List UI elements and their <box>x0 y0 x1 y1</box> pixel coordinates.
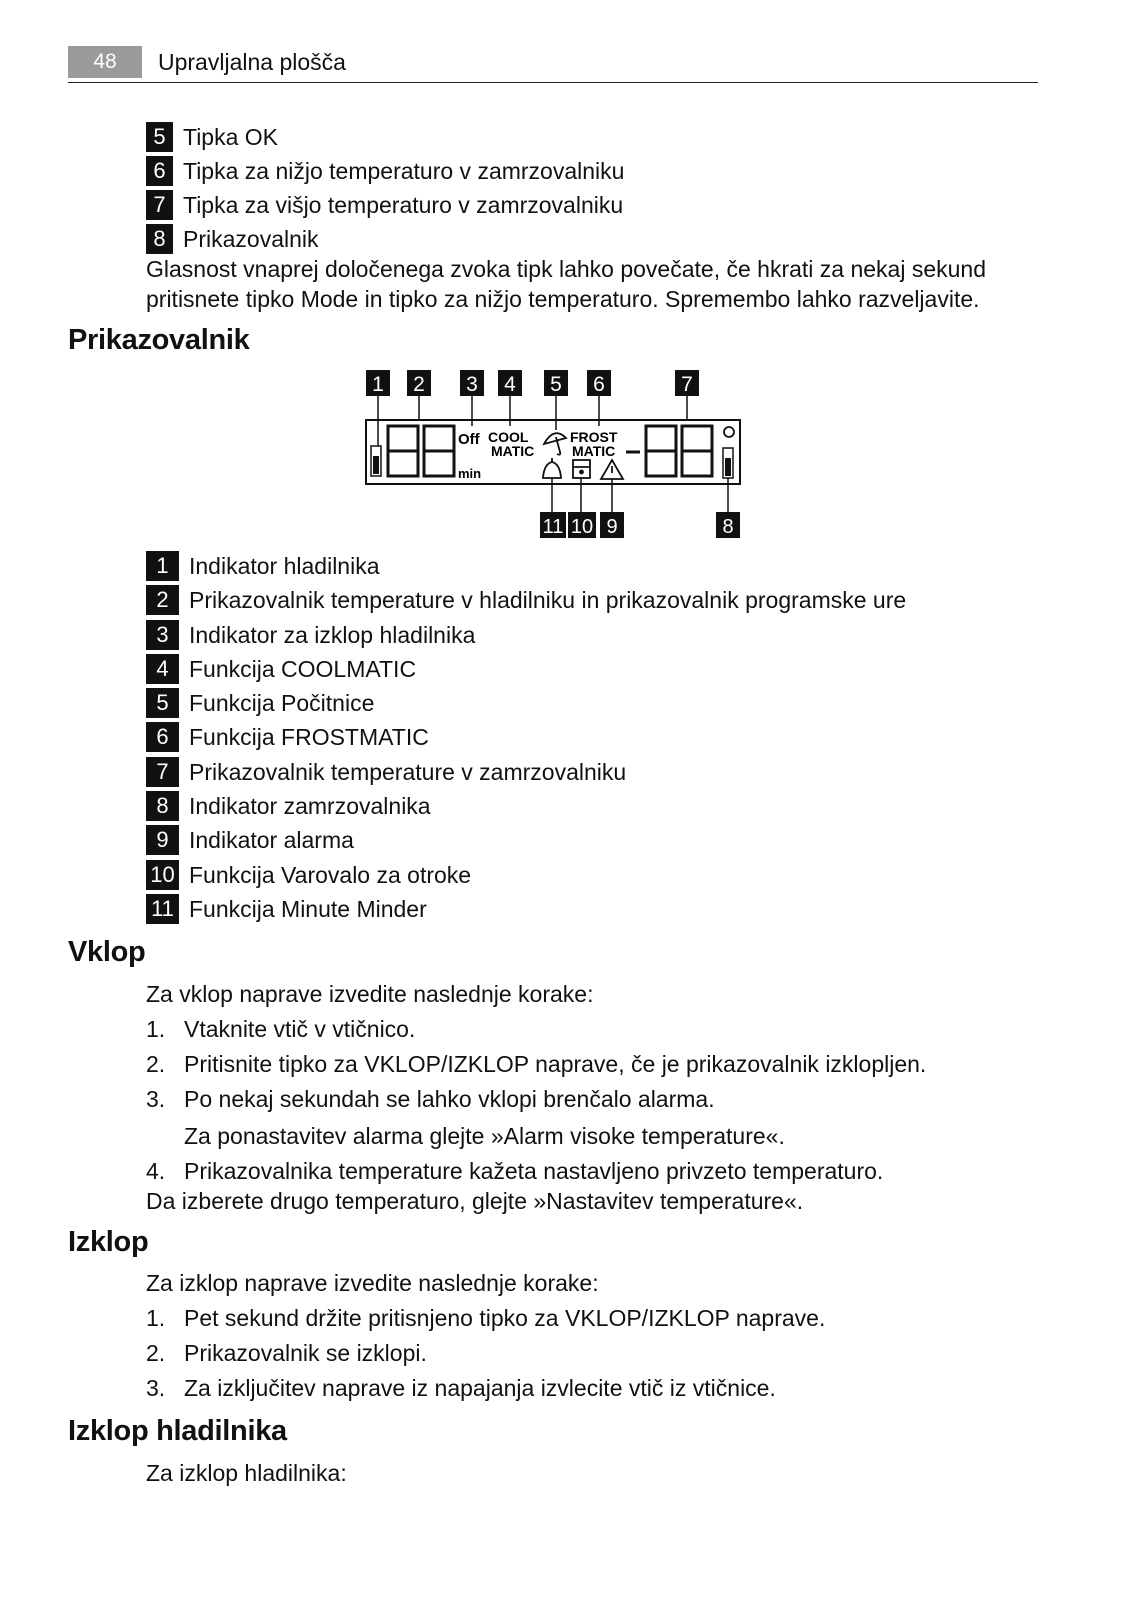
item-text: Tipka OK <box>183 124 279 150</box>
svg-text:3: 3 <box>466 373 478 396</box>
callout-7 <box>675 370 699 396</box>
frostmatic-label-1: FROST <box>570 429 618 445</box>
svg-text:2: 2 <box>413 373 425 396</box>
list-item <box>146 1303 1046 1338</box>
izklop-hladilnika-section <box>146 1458 1046 1493</box>
freezer-indicator-icon <box>723 448 733 478</box>
list-item <box>146 1049 1046 1084</box>
min-label: min <box>458 466 482 481</box>
legend-number-badge: 1 <box>146 551 179 581</box>
legend-text: Funkcija FROSTMATIC <box>189 724 429 751</box>
legend-item <box>146 688 1026 722</box>
item-number-badge: 8 <box>146 224 173 254</box>
section-title-vklop: Vklop <box>68 936 146 968</box>
list-item <box>146 156 1026 190</box>
legend-item <box>146 894 1026 928</box>
section-title-izklop-hladilnika: Izklop hladilnika <box>68 1415 287 1447</box>
warning-icon <box>601 460 623 479</box>
step-text: Prikazovalnika temperature kažeta nastavljeno privzeto temperaturo. <box>184 1158 884 1184</box>
legend-item <box>146 654 1026 688</box>
callout-11 <box>540 512 566 538</box>
degree-icon <box>724 427 734 437</box>
legend-item <box>146 860 1026 894</box>
list-item <box>146 1373 1046 1408</box>
legend-number-badge: 6 <box>146 722 179 752</box>
child-lock-icon <box>573 460 590 478</box>
item-number-badge: 6 <box>146 156 173 186</box>
item-number-badge: 5 <box>146 122 173 152</box>
coolmatic-label-1: COOL <box>488 429 529 445</box>
svg-text:4: 4 <box>504 373 516 396</box>
item-text: Tipka za višjo temperaturo v zamrzovalniku <box>183 192 624 218</box>
legend-number-badge: 4 <box>146 654 179 684</box>
callout-6 <box>587 370 611 396</box>
list-item <box>146 190 1026 224</box>
coolmatic-label-2: MATIC <box>491 443 535 459</box>
legend-number-badge: 11 <box>146 894 179 924</box>
display-diagram-svg <box>360 368 750 540</box>
legend-item <box>146 722 1026 756</box>
svg-text:1: 1 <box>372 373 384 396</box>
step-number: 3. <box>146 1375 166 1401</box>
callout-10 <box>568 512 596 538</box>
list-item <box>146 224 1026 258</box>
legend-item <box>146 585 1026 619</box>
legend-text: Funkcija COOLMATIC <box>189 655 417 682</box>
vklop-intro: Za vklop naprave izvedite naslednje korake: <box>146 981 594 1007</box>
page-header <box>68 46 1038 83</box>
step-text: Po nekaj sekundah se lahko vklopi brenčalo alarma. <box>184 1086 715 1112</box>
legend-number-badge: 8 <box>146 791 179 821</box>
svg-text:9: 9 <box>606 516 618 538</box>
svg-text:5: 5 <box>550 373 562 396</box>
item-text: Tipka za nižjo temperaturo v zamrzovalniku <box>183 158 625 184</box>
legend-item <box>146 791 1026 825</box>
list-item <box>146 1084 1046 1119</box>
header-title: Upravljalna plošča <box>158 49 346 75</box>
legend-text: Indikator zamrzovalnika <box>189 793 431 820</box>
vklop-outro: Da izberete drugo temperaturo, glejte »Nastavitev temperature«. <box>146 1188 804 1214</box>
izklop-intro: Za izklop naprave izvedite naslednje korake: <box>146 1270 599 1296</box>
step-text: Pritisnite tipko za VKLOP/IZKLOP naprave, če je prikazovalnik izklopljen. <box>184 1051 927 1077</box>
legend-number-badge: 9 <box>146 825 179 855</box>
legend-number-badge: 2 <box>146 585 179 615</box>
callout-1 <box>366 370 390 396</box>
legend-item <box>146 551 1026 585</box>
list-item <box>146 122 1026 156</box>
legend-number-badge: 3 <box>146 620 179 650</box>
svg-text:10: 10 <box>570 516 594 538</box>
display-legend <box>146 551 1026 928</box>
svg-text:11: 11 <box>542 516 564 538</box>
step-number: 3. <box>146 1086 166 1112</box>
control-panel-list <box>146 122 1026 314</box>
step-text: Vtaknite vtič v vtičnico. <box>184 1016 416 1042</box>
legend-text: Indikator za izklop hladilnika <box>189 621 476 648</box>
item-number-badge: 7 <box>146 190 173 220</box>
step-number: 1. <box>146 1305 166 1331</box>
svg-text:8: 8 <box>722 516 734 538</box>
item-text: Prikazovalnik <box>183 226 319 252</box>
legend-text: Funkcija Počitnice <box>189 690 375 717</box>
legend-text: Prikazovalnik temperature v hladilniku in prikazovalnik programske ure <box>189 587 907 614</box>
legend-text: Indikator alarma <box>189 827 354 854</box>
holiday-icon <box>544 433 566 454</box>
callout-2 <box>407 370 431 396</box>
step-number: 2. <box>146 1051 166 1077</box>
page-number: 48 <box>68 46 142 78</box>
legend-text: Funkcija Varovalo za otroke <box>189 861 472 888</box>
svg-text:6: 6 <box>593 373 605 396</box>
callout-9 <box>600 512 624 538</box>
legend-item <box>146 620 1026 654</box>
fridge-temperature-digits <box>388 426 454 476</box>
legend-item <box>146 825 1026 859</box>
legend-number-badge: 5 <box>146 688 179 718</box>
callout-5 <box>544 370 568 396</box>
legend-text: Funkcija Minute Minder <box>189 895 427 922</box>
freezer-temperature-digits <box>646 426 712 476</box>
intro-paragraph: Glasnost vnaprej določenega zvoka tipk lahko povečate, če hkrati za nekaj sekund pritisnete tipko Mode in tipko za nižjo temperaturo. Spremembo lahko razveljavite. <box>146 256 987 312</box>
izklop-section <box>146 1268 1046 1408</box>
step-number: 4. <box>146 1158 166 1184</box>
step-number: 1. <box>146 1016 166 1042</box>
legend-text: Prikazovalnik temperature v zamrzovalniku <box>189 758 627 785</box>
step-number: 2. <box>146 1340 166 1366</box>
section-title-display: Prikazovalnik <box>68 324 250 356</box>
legend-text: Indikator hladilnika <box>189 553 380 579</box>
list-item <box>146 1156 1046 1186</box>
callout-4 <box>498 370 522 396</box>
legend-number-badge: 10 <box>146 860 179 890</box>
legend-number-badge: 7 <box>146 757 179 787</box>
fridge-indicator-icon <box>371 446 381 476</box>
vklop-section <box>146 979 1046 1221</box>
list-item <box>146 1014 1046 1049</box>
step-text: Prikazovalnik se izklopi. <box>184 1340 427 1366</box>
callout-8 <box>716 512 740 538</box>
list-item <box>146 1338 1046 1373</box>
step-note: Za ponastavitev alarma glejte »Alarm visoke temperature«. <box>184 1123 785 1149</box>
svg-text:7: 7 <box>681 373 693 396</box>
callout-3 <box>460 370 484 396</box>
step-text: Za izključitev naprave iz napajanja izvlecite vtič iz vtičnice. <box>184 1375 776 1401</box>
step-text: Pet sekund držite pritisnjeno tipko za VKLOP/IZKLOP naprave. <box>184 1305 826 1331</box>
izklop-hladilnika-intro: Za izklop hladilnika: <box>146 1460 347 1486</box>
frostmatic-label-2: MATIC <box>572 443 616 459</box>
legend-item <box>146 757 1026 791</box>
bell-icon <box>543 458 561 478</box>
section-title-izklop: Izklop <box>68 1226 149 1258</box>
display-diagram <box>360 368 750 540</box>
off-indicator: Off <box>458 431 480 448</box>
